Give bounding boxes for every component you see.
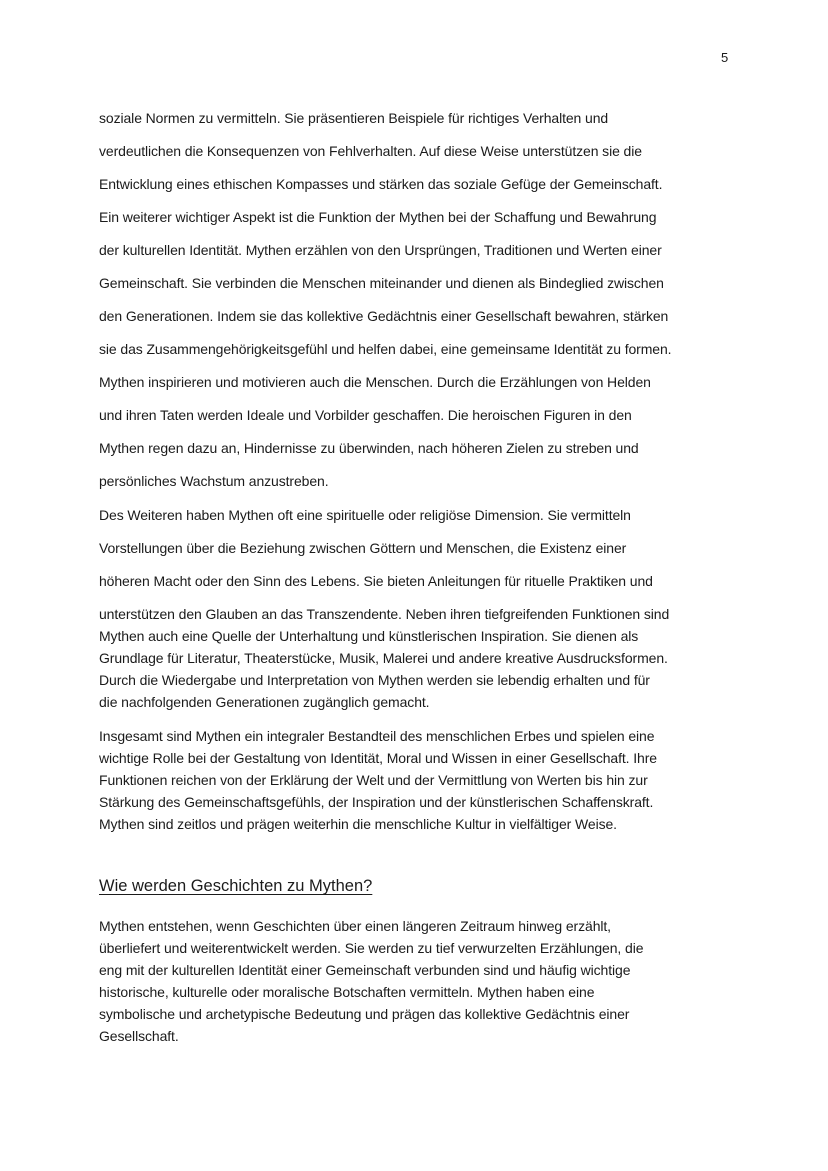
text-line: Mythen regen dazu an, Hindernisse zu überwinden, nach höheren Zielen zu streben und [99, 440, 639, 456]
text-line: historische, kulturelle oder moralische Botschaften vermitteln. Mythen haben eine [99, 984, 595, 1000]
section-heading: Wie werden Geschichten zu Mythen? [99, 877, 373, 895]
text-line: Ein weiterer wichtiger Aspekt ist die Funktion der Mythen bei der Schaffung und Bewahrung [99, 209, 657, 225]
text-line: höheren Macht oder den Sinn des Lebens. Sie bieten Anleitungen für rituelle Praktiken und [99, 573, 653, 589]
text-line: Des Weiteren haben Mythen oft eine spirituelle oder religiöse Dimension. Sie vermitteln [99, 507, 631, 523]
text-line: persönliches Wachstum anzustreben. [99, 473, 329, 489]
text-line: Funktionen reichen von der Erklärung der Welt und der Vermittlung von Werten bis hin zur [99, 772, 648, 788]
text-line: soziale Normen zu vermitteln. Sie präsentieren Beispiele für richtiges Verhalten und [99, 110, 609, 126]
text-line: eng mit der kulturellen Identität einer Gemeinschaft verbunden sind und häufig wichtige [99, 962, 631, 978]
text-line: symbolische und archetypische Bedeutung und prägen das kollektive Gedächtnis einer [99, 1006, 630, 1022]
text-line: Mythen auch eine Quelle der Unterhaltung und künstlerischen Inspiration. Sie dienen als [99, 628, 639, 644]
text-line: Gemeinschaft. Sie verbinden die Menschen miteinander und dienen als Bindeglied zwischen [99, 275, 664, 291]
text-line: Insgesamt sind Mythen ein integraler Bestandteil des menschlichen Erbes und spielen eine [99, 728, 655, 744]
text-line: Grundlage für Literatur, Theaterstücke, Musik, Malerei und andere kreative Ausdrucksformen. [99, 650, 668, 666]
text-line: Vorstellungen über die Beziehung zwischen Göttern und Menschen, die Existenz einer [99, 540, 627, 556]
text-line: Mythen inspirieren und motivieren auch die Menschen. Durch die Erzählungen von Helden [99, 374, 651, 390]
text-line: Mythen entstehen, wenn Geschichten über einen längeren Zeitraum hinweg erzählt, [99, 918, 611, 934]
text-line: und ihren Taten werden Ideale und Vorbilder geschaffen. Die heroischen Figuren in den [99, 407, 632, 423]
text-line: den Generationen. Indem sie das kollektive Gedächtnis einer Gesellschaft bewahren, stärken [99, 308, 669, 324]
text-line: wichtige Rolle bei der Gestaltung von Identität, Moral und Wissen in einer Gesellschaft. Ihre [99, 750, 657, 766]
text-line: Entwicklung eines ethischen Kompasses und stärken das soziale Gefüge der Gemeinschaft. [99, 176, 663, 192]
text-line: unterstützen den Glauben an das Transzendente. Neben ihren tiefgreifenden Funktionen sind [99, 606, 670, 622]
page-number: 5 [721, 50, 729, 65]
text-line: Gesellschaft. [99, 1028, 179, 1044]
text-line: verdeutlichen die Konsequenzen von Fehlverhalten. Auf diese Weise unterstützen sie die [99, 143, 642, 159]
text-line: überliefert und weiterentwickelt werden. Sie werden zu tief verwurzelten Erzählungen, die [99, 940, 644, 956]
text-line: der kulturellen Identität. Mythen erzählen von den Ursprüngen, Traditionen und Werten einer [99, 242, 662, 258]
text-line: Durch die Wiedergabe und Interpretation von Mythen werden sie lebendig erhalten und für [99, 672, 650, 688]
text-line: die nachfolgenden Generationen zugänglich gemacht. [99, 694, 430, 710]
text-line: sie das Zusammengehörigkeitsgefühl und helfen dabei, eine gemeinsame Identität zu formen. [99, 341, 672, 357]
text-line: Mythen sind zeitlos und prägen weiterhin die menschliche Kultur in vielfältiger Weise. [99, 816, 617, 832]
text-line: Stärkung des Gemeinschaftsgefühls, der Inspiration und der künstlerischen Schaffenskraft. [99, 794, 654, 810]
